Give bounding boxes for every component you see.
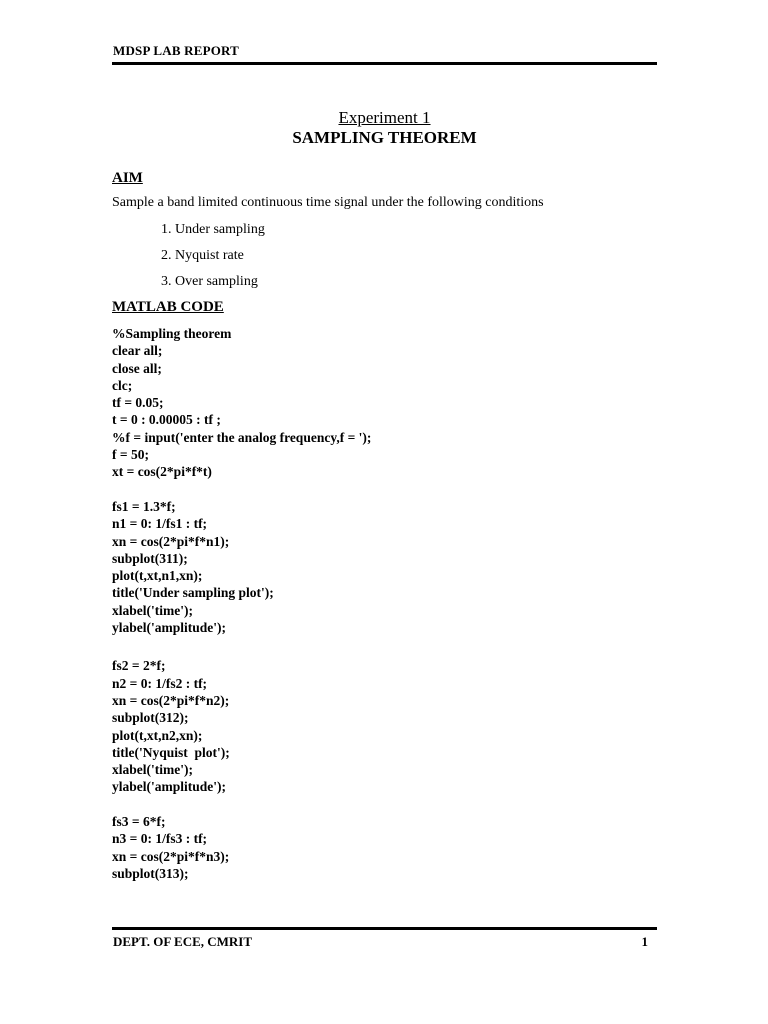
code-line: n3 = 0: 1/fs3 : tf; — [112, 831, 208, 847]
aim-text: Sample a band limited continuous time signal under the following conditions — [112, 195, 544, 210]
code-line: title('Nyquist plot'); — [112, 744, 230, 760]
running-header: MDSP LAB REPORT — [113, 43, 240, 58]
matlab-code-heading: MATLAB CODE — [112, 299, 224, 315]
code-line: subplot(313); — [112, 865, 189, 881]
code-line: subplot(312); — [112, 710, 189, 726]
code-line: xlabel('time'); — [112, 602, 193, 618]
code-line: plot(t,xt,n2,xn); — [112, 727, 203, 743]
code-line: n2 = 0: 1/fs2 : tf; — [112, 675, 208, 691]
code-line: clear all; — [112, 343, 163, 359]
page-number: 1 — [641, 934, 648, 949]
code-line: f = 50; — [112, 447, 149, 463]
code-line: xn = cos(2*pi*f*n3); — [112, 848, 230, 864]
code-line: close all; — [112, 360, 162, 376]
code-line: ylabel('amplitude'); — [112, 620, 226, 636]
code-line: n1 = 0: 1/fs1 : tf; — [112, 516, 208, 532]
code-blank-line — [112, 796, 371, 813]
code-line: %f = input('enter the analog frequency,f = '); — [112, 429, 372, 445]
experiment-number: Experiment 1 — [338, 108, 431, 127]
code-blank-line — [112, 481, 371, 498]
code-line: tf = 0.05; — [112, 395, 164, 411]
code-line: ylabel('amplitude'); — [112, 779, 226, 795]
code-line: t = 0 : 0.00005 : tf ; — [112, 412, 221, 428]
code-line: xt = cos(2*pi*f*t) — [112, 464, 212, 480]
code-blank-line — [112, 636, 371, 657]
code-line: xn = cos(2*pi*f*n2); — [112, 692, 230, 708]
condition-item: 2. Nyquist rate — [161, 248, 244, 263]
code-line: fs1 = 1.3*f; — [112, 498, 176, 514]
footer-rule — [112, 927, 657, 930]
experiment-title: SAMPLING THEOREM — [292, 128, 477, 147]
code-line: xlabel('time'); — [112, 762, 193, 778]
footer-department: DEPT. OF ECE, CMRIT — [113, 934, 253, 949]
condition-item: 3. Over sampling — [161, 274, 258, 289]
code-line: fs2 = 2*f; — [112, 658, 166, 674]
code-line: plot(t,xt,n1,xn); — [112, 568, 203, 584]
code-line: %Sampling theorem — [112, 326, 232, 341]
aim-heading: AIM — [112, 170, 143, 186]
header-rule — [112, 62, 657, 65]
conditions-list — [161, 221, 265, 299]
code-line: xn = cos(2*pi*f*n1); — [112, 533, 230, 549]
code-line: subplot(311); — [112, 550, 188, 566]
code-line: fs3 = 6*f; — [112, 814, 166, 830]
code-line: title('Under sampling plot'); — [112, 585, 274, 601]
code-line: clc; — [112, 377, 133, 393]
condition-item: 1. Under sampling — [161, 222, 265, 237]
matlab-code-block — [112, 325, 371, 882]
